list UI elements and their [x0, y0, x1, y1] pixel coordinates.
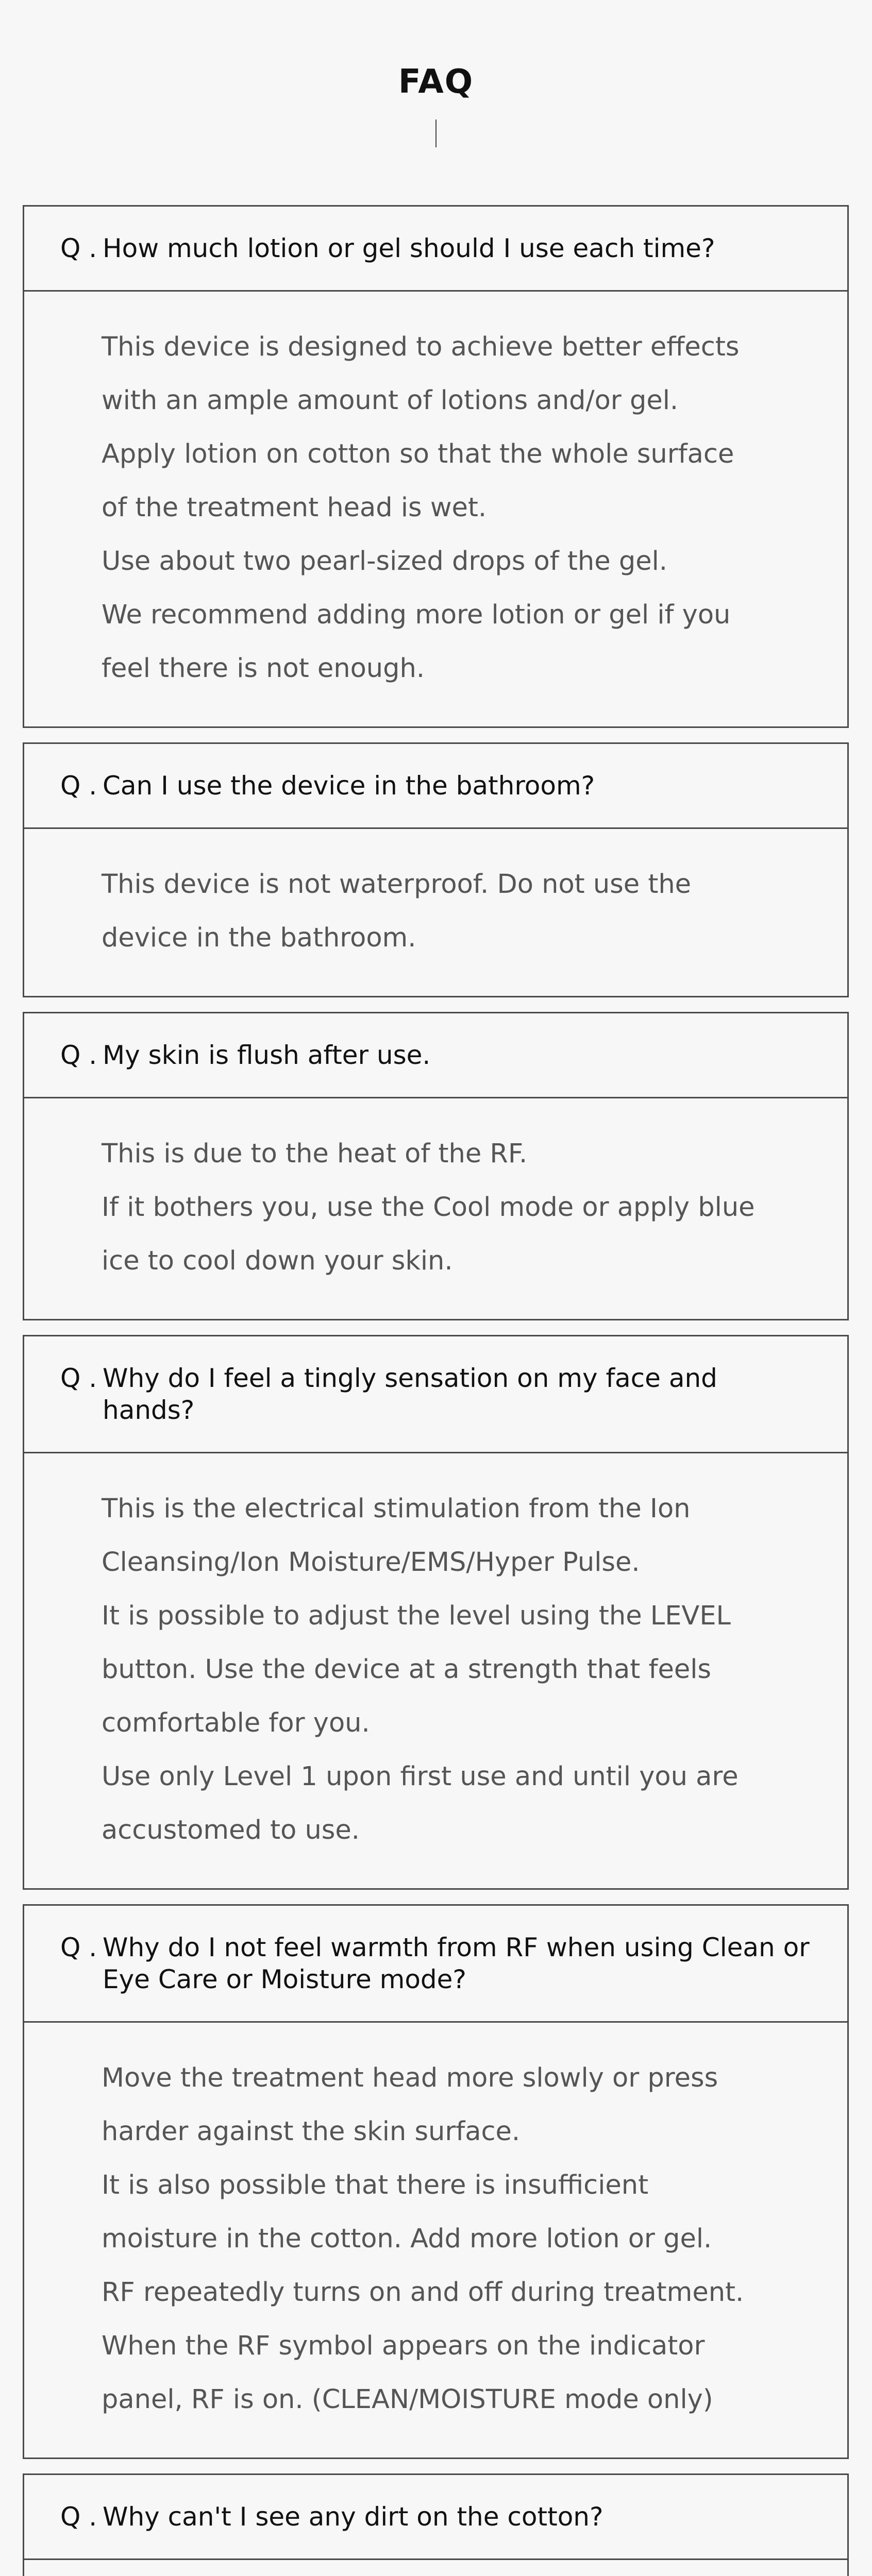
question-prefix: Q .	[60, 233, 97, 263]
faq-question	[24, 207, 847, 292]
faq-answer	[24, 1098, 847, 1319]
faq-item	[23, 742, 849, 997]
answer-line: comfortable for you.	[102, 1708, 370, 1738]
question-text: My skin is flush after use.	[103, 1040, 431, 1070]
answer-line: Apply lotion on cotton so that the whole surface	[102, 439, 734, 469]
answer-line: harder against the skin surface.	[102, 2116, 521, 2147]
answer-line: Cleansing/Ion Moisture/EMS/Hyper Pulse.	[102, 1547, 640, 1578]
faq-list	[23, 205, 849, 2576]
answer-line: This device is designed to achieve better effects	[102, 332, 740, 362]
page-title: FAQ	[398, 63, 474, 101]
faq-item	[23, 1335, 849, 1890]
faq-answer	[24, 292, 847, 726]
question-prefix: Q .	[60, 1040, 97, 1070]
faq-answer	[24, 829, 847, 996]
question-prefix: Q .	[60, 771, 97, 801]
answer-line: We recommend adding more lotion or gel if you	[102, 600, 731, 630]
answer-line: Use only Level 1 upon first use and until you are	[102, 1761, 739, 1792]
faq-item	[23, 2473, 849, 2576]
faq-answer	[24, 1453, 847, 1888]
answer-line: RF repeatedly turns on and off during treatment.	[102, 2277, 744, 2308]
question-prefix: Q .	[60, 1933, 97, 1962]
faq-header	[0, 0, 872, 155]
answer-line: moisture in the cotton. Add more lotion or gel.	[102, 2224, 712, 2254]
answer-line: button. Use the device at a strength that feels	[102, 1654, 711, 1685]
answer-line: It is also possible that there is insufficient	[102, 2170, 649, 2200]
answer-line: Move the treatment head more slowly or press	[102, 2063, 718, 2093]
faq-question	[24, 2475, 847, 2560]
answer-line: Use about two pearl-sized drops of the gel.	[102, 546, 667, 577]
faq-question	[24, 744, 847, 829]
question-text: Why do I feel a tingly sensation on my face and hands?	[103, 1363, 717, 1425]
answer-line: This device is not waterproof. Do not use the	[102, 869, 692, 900]
question-text: How much lotion or gel should I use each time?	[103, 233, 715, 263]
faq-question	[24, 1336, 847, 1453]
question-text: Why can't I see any dirt on the cotton?	[103, 2502, 603, 2532]
answer-line: device in the bathroom.	[102, 923, 416, 953]
faq-answer	[24, 2023, 847, 2458]
question-text: Can I use the device in the bathroom?	[103, 771, 595, 801]
answer-line: panel, RF is on. (CLEAN/MOISTURE mode only)	[102, 2384, 713, 2415]
faq-question	[24, 1906, 847, 2023]
faq-item	[23, 205, 849, 728]
answer-line: of the treatment head is wet.	[102, 493, 487, 523]
answer-line: with an ample amount of lotions and/or gel.	[102, 385, 679, 416]
answer-line: It is possible to adjust the level using the LEVEL	[102, 1601, 731, 1631]
title-divider	[435, 120, 437, 147]
answer-line: ice to cool down your skin.	[102, 1246, 453, 1276]
answer-line: If it bothers you, use the Cool mode or apply blue	[102, 1192, 755, 1223]
faq-item	[23, 1904, 849, 2459]
answer-line: feel there is not enough.	[102, 653, 425, 684]
answer-line: When the RF symbol appears on the indicator	[102, 2331, 705, 2361]
faq-item	[23, 1012, 849, 1320]
answer-line: This is due to the heat of the RF.	[102, 1139, 528, 1169]
answer-line: accustomed to use.	[102, 1815, 360, 1845]
faq-question	[24, 1013, 847, 1098]
faq-answer	[24, 2560, 847, 2576]
answer-line: This is the electrical stimulation from the Ion	[102, 1494, 691, 1524]
question-prefix: Q .	[60, 1363, 97, 1393]
question-text: Why do I not feel warmth from RF when using Clean or Eye Care or Moisture mode?	[103, 1933, 810, 1994]
question-prefix: Q .	[60, 2502, 97, 2532]
